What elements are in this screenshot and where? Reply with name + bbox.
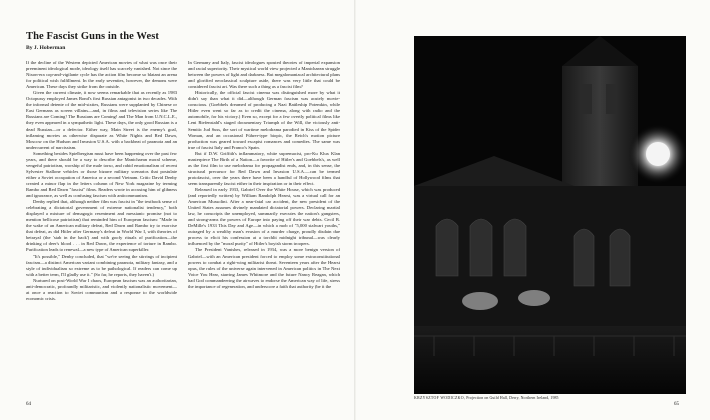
paragraph: If the decline of the Western depicted American movies of what was once their preeminent ideological mode, ideology itself has scarcely vanished. Not since the Nixon-era cop-and-vigilante cycle has the action film become so blatant an arena for political wish fulfillment. In the early seventies, however, the demons were American. These days they strike from the outside. [26, 60, 177, 90]
paragraph: Something besides Spielbergism must have been happening over the past few years, and there should be a way to describe the Manichaean moral scheme, vengeful patriotism, worship of the male torso, and rabid emotionalism of recent Sylvester Stallone vehicles or those bizarre military scenarios that postulate either a Soviet occupation of America or a second Vietnam. Critic David Denby created a minor flap in the letters column of New York magazine by terming Rambo and Red Dawn "fascist" films. Readers wrote in accusing him of glibness and ignorance, as well as confusing fascism with anticommunism. [26, 150, 177, 199]
page-number-left: 64 [26, 402, 31, 407]
paragraph: Nurtured on post-World War I chaos, European fascism was an authoritarian, anti-democratic, profoundly militaristic, and violently nationalistic movement—at once a reaction to Soviet communism and a response to the worldwide economic crisis. [26, 277, 177, 301]
photo-caption-text: Projection on Guild Hall, Derry, Northern Ireland, 1985 [466, 396, 559, 400]
paragraph: But if D.W. Griffith's inflammatory, white supremacist, pro-Ku Klux Klan masterpiece The Birth of a Nation—a favorite of Hitler's and Goebbels's, as well as the first film to use melodrama for propagandist ends, and, in this sense, the structural precursor for Red Dawn and Invasion U.S.A.—can be termed protofascist, over the years there have been a handful of Hollywood films that seem transparently fascist either in their inspiration or in their effect. [188, 150, 340, 186]
paragraph: The President Vanishes, released in 1934, was a more benign version of Gabriel—with an American president forced to employ some extraconstitutional powers to combat a right-wing militarist threat. Seventeen years after the Hearst opus, the rules of the universe again intervened in American politics in The Next Voice You Hear, starring James Whitmore and the future Nancy Reagan, which had God commandeering the airwaves to endorse the American way of life, stress the importance of regeneration, and underscore a faith that authority (be it the [188, 247, 340, 289]
night-building-projection-photo [414, 36, 686, 394]
photo-credit: KRZYSZTOF WODICZKO, [414, 396, 466, 400]
paragraph: Denby replied that, although neither film was fascist in "the textbook sense of celebrating a dictatorial government of extreme nationalist tendency," both displayed a mixture of demagogic resentment and messianic promise (not to mention bellicose patriotism) that reminded him of European fascism: "Made in the wake of an American military defeat, Red Dawn and Rambo try to exorcise that defeat, as did Hitler after Germany's defeat in World War I, with theories of betrayal (the 'stab in the back') and with goofy rituals of purification—the drinking of deer's blood . . . in Red Dawn, the experience of torture in Rambo. Purification leads to renewal—a new type of American superkiller. [26, 199, 177, 253]
photo-caption [414, 396, 686, 400]
article-title: The Fascist Guns in the West [26, 31, 159, 42]
paragraph: Historically, the official fascist cinema was distinguished more by what it didn't say than what it did—although German fascism was acutely movie-conscious. (Goebbels dreamed of producing a Nazi Battleship Potemkin, while Hitler even went so far as to credit the cinema, along with radio and the automobile, for his victory.) Even so, except for a few overtly political films like Leni Riefenstahl's staged documentary Triumph of the Will, the viciously anti-Semitic Jud Suss, the sort of wartime melodrama parodied in Kiss of the Spider Woman, and an occasional Führer-type biopic, the Reich's motion picture production was geared toward escapist romances and comedies. The same was true of fascist Italy and Franco's Spain. [188, 90, 340, 150]
paragraph: In Germany and Italy, fascist ideologues spouted theories of imperial expansion and racial superiority. Their mystical world view projected a Manichaean struggle between the powers of light and darkness. But megalomaniacal architectural plans and glorified neoclassical sculpture aside, there was very little that could be considered fascist art. Was there such a thing as a fascist film? [188, 60, 340, 90]
text-column-left [26, 60, 177, 400]
paragraph: "It's possible," Denby concluded, that "we're seeing the stirrings of incipient fascism—a distinct American variant combining paranoia, military fantasy, and a style of individualism so extreme as to be pathological. If readers can come up with a better term, I'll gladly use it." (So far, he reports, they haven't.) [26, 253, 177, 277]
paragraph: Released in early 1933, Gabriel Over the White House, which was produced (and reportedly written) by William Randolph Hearst, was a virtual call for an American Mussolini. After a near-fatal car accident, the new president of the United States assumes divinely mandated dictatorial powers. Declaring martial law, he conscripts the unemployed, summarily executes the nation's gangsters, and strong-arms the powers of Europe into paying off their war debts. Cecil B. DeMille's 1933 This Day and Age—in which a mob of "5,000 stalwart youths," outraged by a wealthy man's evasion of a murder charge, proudly disdain due process to elicit his confession at a torchlit midnight tribunal—was clearly influenced by the "moral purity" of Hitler's boyish storm troopers. [188, 186, 340, 247]
paragraph: Given the current climate, it now seems remarkable that as recently as 1983 Octopussy employed James Bond's first Russian antagonist in two decades. With the informal detente of the mid-sixties, Russians were supplanted by Chinese or East Germans as screen villains—and, in films and television series like The Russians are Coming! The Russians are Coming! and The Man from U.N.C.L.E., they even appeared in a sympathetic light. These days, the only good Russian is a dead Russian—or a defector. Either way, Main Street is the enemy's goal, inflaming movies as otherwise disparate as White Nights and Red Dawn, Moscow on the Hudson and Invasion U.S.A. with a backbeat of paranoia and an undercurrent of narcissism. [26, 90, 177, 150]
page-gutter [354, 0, 356, 420]
page-number-right: 65 [674, 402, 679, 407]
photo-illustration [414, 36, 686, 394]
article-byline: By J. Hoberman [26, 45, 66, 51]
text-column-right [188, 60, 340, 400]
